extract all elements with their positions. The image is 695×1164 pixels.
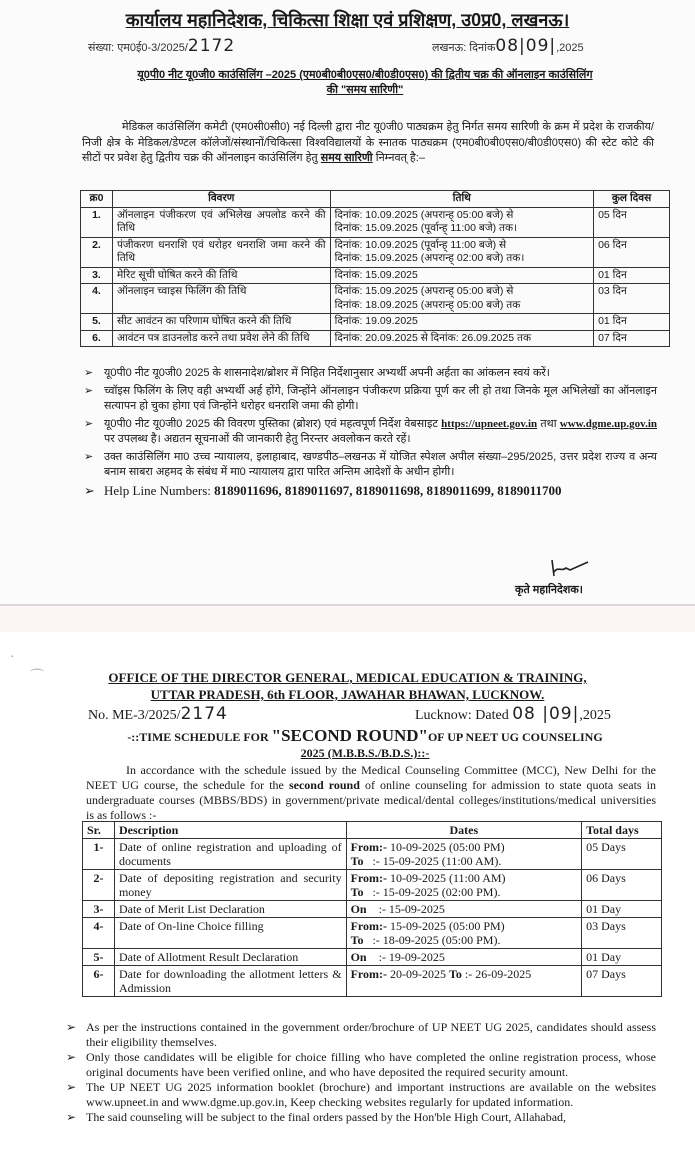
row-dates: From:- 10-09-2025 (05:00 PM) To :- 15-09-2025 (11:00 AM). xyxy=(346,839,582,870)
table-header-row xyxy=(83,822,662,839)
row-description: Date of On-line Choice filling xyxy=(114,918,346,949)
row-days: 06 दिन xyxy=(594,237,670,267)
row-sr: 1. xyxy=(81,207,113,237)
date-to: दिनांक: 15.09.2025 (अपरान्ह् 02:00 बजे) तक। xyxy=(334,252,525,264)
row-days: 05 Days xyxy=(582,839,662,870)
signature-icon xyxy=(548,558,608,578)
table-row xyxy=(81,267,670,284)
row-description: Date of Allotment Result Declaration xyxy=(114,949,346,966)
row-sr: 3. xyxy=(81,267,113,284)
scan-mark: ⌒ xyxy=(30,670,44,685)
list-item: ➢ As per the instructions contained in the government order/brochure of UP NEET UG 2025, candidates should assess their eligibility themselves. xyxy=(66,1020,656,1049)
row-dates xyxy=(330,237,594,267)
row-description: ऑनलाइन च्वाइस फिलिंग की तिथि xyxy=(112,284,330,314)
table-row xyxy=(83,918,662,949)
row-sr: 3- xyxy=(83,901,115,918)
row-dates: From:- 10-09-2025 (11:00 AM) To :- 15-09-2025 (02:00 PM). xyxy=(346,870,582,901)
row-dates: From:- 20-09-2025 To :- 26-09-2025 xyxy=(346,966,582,997)
hindi-subject: यू0पी0 नीट यू0जी0 काउंसिलिंग –2025 (एम0बी0बी0एस0/बी0डी0एस0) की द्वितीय चक्र की ऑनलाइन काउंसिलिंग की "समय सारिणी" xyxy=(137,69,593,96)
header-description: Description xyxy=(114,822,346,839)
row-dates xyxy=(330,267,594,284)
table-row xyxy=(81,314,670,331)
row-description: Date for downloading the allotment letters & Admission xyxy=(114,966,346,997)
header-dates: Dates xyxy=(346,822,582,839)
list-item: ➢ यू0पी0 नीट यू0जी0 2025 की विवरण पुस्तिका (ब्रोशर) एवं महत्वपूर्ण निर्देश वेबसाइट https://upneet.gov.in तथा www.dgme.up.gov.in पर उपलब्ध है। अद्यतन सूचनाओं की जानकारी हेतु निरन्तर अवलोकन करते रहें। xyxy=(84,418,657,445)
date-from: दिनांक: 10.09.2025 (अपरान्ह् 05:00 बजे) से xyxy=(334,208,514,221)
row-description: पंजीकरण धनराशि एवं धरोहर धनराशि जमा करने की तिथि xyxy=(112,237,330,267)
row-sr: 6- xyxy=(83,966,115,997)
row-days: 07 Days xyxy=(582,966,662,997)
bullet-arrow-icon: ➢ xyxy=(66,1110,77,1124)
date-to: दिनांक: 18.09.2025 (अपरान्ह् 05:00 बजे) तक xyxy=(334,298,521,311)
table-row xyxy=(83,870,662,901)
date-to: दिनांक: 15.09.2025 (पूर्वान्ह् 11:00 बजे) तक। xyxy=(334,222,518,234)
header-sr: Sr. xyxy=(83,822,115,839)
english-notice-page xyxy=(0,632,695,1164)
row-days: 01 दिन xyxy=(594,314,670,331)
bullet-arrow-icon: ➢ xyxy=(66,1080,77,1094)
scan-mark: · xyxy=(10,650,15,665)
list-item: ➢ The UP NEET UG 2025 information booklet (brochure) and important instructions are available on the websites www.upneet.in and www.dgme.up.gov.in, Keep checking websites regularly for updated information. xyxy=(66,1080,656,1109)
header-total-days: Total days xyxy=(582,822,662,839)
hindi-reference-number: संख्या: एम0ई0-3/2025/2172 xyxy=(88,36,236,56)
row-dates xyxy=(330,284,594,314)
row-description: आवंटन पत्र डाउनलोड करने तथा प्रवेश लेने की तिथि xyxy=(112,330,330,347)
row-dates xyxy=(330,207,594,237)
english-schedule-table xyxy=(82,821,662,997)
row-description: ऑनलाइन पंजीकरण एवं अभिलेख अपलोड करने की तिथि xyxy=(112,207,330,237)
table-row xyxy=(83,949,662,966)
row-sr: 5. xyxy=(81,314,113,331)
english-schedule-title: -::TIME SCHEDULE FOR "SECOND ROUND"OF UP NEET UG COUNSELING 2025 (M.B.B.S./B.D.S.)::- xyxy=(127,726,603,760)
row-days: 01 दिन xyxy=(594,267,670,284)
row-days: 07 दिन xyxy=(594,330,670,347)
row-description: मेरिट सूची घोषित करने की तिथि xyxy=(112,267,330,284)
list-item: ➢ Only those candidates will be eligible for choice filling who have completed the online registration process, whose original documents have been verified online, and who have deposited the required security amount. xyxy=(66,1050,656,1079)
row-days: 06 Days xyxy=(582,870,662,901)
english-office-line1: OFFICE OF THE DIRECTOR GENERAL, MEDICAL EDUCATION & TRAINING, xyxy=(108,670,587,685)
header-date: तिथि xyxy=(330,191,594,208)
row-sr: 4- xyxy=(83,918,115,949)
row-days: 03 दिन xyxy=(594,284,670,314)
bullet-arrow-icon: ➢ xyxy=(84,367,94,379)
header-description: विवरण xyxy=(112,191,330,208)
helpline-numbers: ➢ Help Line Numbers: 8189011696, 8189011697, 8189011698, 8189011699, 8189011700 xyxy=(84,483,562,498)
row-sr: 2- xyxy=(83,870,115,901)
table-row xyxy=(83,901,662,918)
list-item: ➢ उक्त काउंसिलिंग मा0 उच्च न्यायालय, इलाहाबाद, खण्डपीठ–लखनऊ में योजित स्पेशल अपील संख्या–295/2025, उत्तर प्रदेश राज्य व अन्य बनाम साबरा अहमद के संबंध में मा0 न्यायालय द्वारा पारित अन्तिम आदेशों के अधीन होगी। xyxy=(84,451,657,478)
row-sr: 6. xyxy=(81,330,113,347)
list-item: ➢ यू0पी0 नीट यू0जी0 2025 के शासनादेश/ब्रोशर में निहित निर्देशानुसार अभ्यर्थी अपनी अर्हता का आंकलन स्वयं करें। xyxy=(84,367,550,379)
table-row xyxy=(81,284,670,314)
row-sr: 2. xyxy=(81,237,113,267)
row-days: 01 Day xyxy=(582,901,662,918)
row-dates xyxy=(330,330,594,347)
date-range: दिनांक: 20.09.2025 से दिनांक: 26.09.2025 तक xyxy=(334,331,532,344)
english-office-line2: UTTAR PRADESH, 6th FLOOR, JAWAHAR BHAWAN, LUCKNOW. xyxy=(150,687,545,702)
hindi-office-title: कार्यालय महानिदेशक, चिकित्सा शिक्षा एवं प्रशिक्षण, उ0प्र0, लखनऊ। xyxy=(125,10,570,30)
bullet-arrow-icon: ➢ xyxy=(84,385,94,397)
bullet-arrow-icon: ➢ xyxy=(66,1050,77,1064)
english-reference-number: No. ME-3/2025/2174 xyxy=(88,704,228,724)
table-row xyxy=(81,207,670,237)
date-from: दिनांक: 10.09.2025 (पूर्वान्ह् 11:00 बजे) से xyxy=(334,238,507,251)
row-description: Date of Merit List Declaration xyxy=(114,901,346,918)
row-description: सीट आवंटन का परिणाम घोषित करने की तिथि xyxy=(112,314,330,331)
row-description: Date of online registration and uploading of documents xyxy=(114,839,346,870)
header-sr: क्र0 xyxy=(81,191,113,208)
row-sr: 5- xyxy=(83,949,115,966)
table-row xyxy=(81,237,670,267)
row-days: 03 Days xyxy=(582,918,662,949)
english-intro-paragraph: In accordance with the schedule issued by the Medical Counseling Committee (MCC), New Delhi for the NEET UG course, the schedule for the second round of online counseling for admission to state quota seats in undergraduate courses (MBBS/BDS) in government/private medical/dental colleges/institutions/medical universities is as follows :- xyxy=(86,763,657,822)
date-on: दिनांक: 19.09.2025 xyxy=(334,315,418,327)
row-days: 01 Day xyxy=(582,949,662,966)
bullet-arrow-icon: ➢ xyxy=(84,418,94,430)
bullet-arrow-icon: ➢ xyxy=(66,1020,77,1034)
table-row xyxy=(83,839,662,870)
row-dates: On :- 15-09-2025 xyxy=(346,901,582,918)
bullet-arrow-icon: ➢ xyxy=(84,483,95,498)
table-row xyxy=(83,966,662,997)
row-description: Date of depositing registration and security money xyxy=(114,870,346,901)
row-dates xyxy=(330,314,594,331)
list-item: ➢ च्वॉइस फिलिंग के लिए वही अभ्यर्थी अर्ह होंगे, जिन्होंने ऑनलाइन पंजीकरण प्रक्रिया पूर्ण कर ली हो तथा जिनके मूल अभिलेखों का ऑनलाइन सत्यापन हो चुका होगा एवं जिन्होंने धरोहर धनराशि जमा की होगी। xyxy=(84,385,657,412)
row-dates: From:- 15-09-2025 (05:00 PM) To :- 18-09-2025 (05:00 PM). xyxy=(346,918,582,949)
date-from: दिनांक: 15.09.2025 (अपरान्ह् 05:00 बजे) से xyxy=(334,285,514,297)
hindi-instructions-list xyxy=(82,366,657,501)
dgme-link[interactable]: www.dgme.up.gov.in xyxy=(559,418,657,430)
row-sr: 4. xyxy=(81,284,113,314)
page-separator xyxy=(0,604,695,632)
row-dates: On :- 19-09-2025 xyxy=(346,949,582,966)
upneet-link[interactable]: https://upneet.gov.in xyxy=(441,418,538,430)
row-days: 05 दिन xyxy=(594,207,670,237)
list-item: ➢ The said counseling will be subject to the final orders passed by the Hon'ble High Court, Allahabad, xyxy=(66,1110,567,1124)
bullet-arrow-icon: ➢ xyxy=(84,451,94,463)
header-total-days: कुल दिवस xyxy=(594,191,670,208)
row-sr: 1- xyxy=(83,839,115,870)
hindi-schedule-table xyxy=(80,190,670,347)
hindi-date: लखनऊ: दिनांक08|09|,2025 xyxy=(432,36,584,56)
english-instructions-list xyxy=(64,1020,656,1126)
table-header-row xyxy=(81,191,670,208)
signature-label: कृते महानिदेशक। xyxy=(515,584,583,596)
english-date: Lucknow: Dated 08 |09|,2025 xyxy=(415,704,611,724)
hindi-intro-paragraph: मेडिकल काउंसिलिंग कमेटी (एम0सी0सी0) नई दिल्ली द्वारा नीट यू0जी0 पाठ्यक्रम हेतु निर्गत समय सारिणी के क्रम में प्रदेश के राजकीय/निजी क्षेत्र के मेडिकल/डेण्टल कॉलेजों/संस्थानों/चिकित्सा विश्वविद्यालयों के स्नातक पाठ्यक्रम (एम0बी0बी0एस0/बी0डी0एस0) की स्टेट कोटे की सीटों पर प्रवेश हेतु द्वितीय चक्र की ऑनलाइन काउंसिलिंग हेतु समय सारिणी निम्नवत् है:– xyxy=(82,121,654,164)
table-row xyxy=(81,330,670,347)
date-on: दिनांक: 15.09.2025 xyxy=(334,268,418,281)
